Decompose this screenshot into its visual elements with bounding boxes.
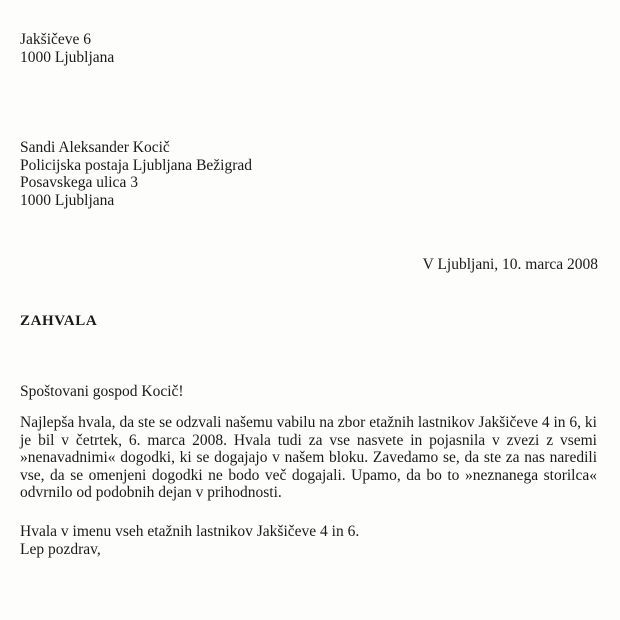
body-line: vse, da se omenjeni dogodki ne bodo več dogajali. Upamo, da bo to »neznanega storilca«: [20, 466, 597, 484]
body-line: odvrnilo od podobnih dejan v prihodnosti.: [20, 484, 282, 501]
sender-city: 1000 Ljubljana: [20, 48, 115, 66]
recipient-city: 1000 Ljubljana: [20, 191, 115, 209]
recipient-organization: Policijska postaja Ljubljana Bežigrad: [20, 156, 253, 174]
letter-body: [20, 414, 597, 502]
sender-street: Jakšičeve 6: [20, 31, 92, 48]
recipient-address: [20, 139, 252, 209]
salutation: Spoštovani gospod Kocič!: [20, 383, 184, 400]
body-line: Najlepša hvala, da ste se odzvali našemu vabilu na zbor etažnih lastnikov Jakšičeve 4 in 6, ki: [20, 414, 597, 431]
closing-regards: Lep pozdrav,: [20, 540, 101, 558]
recipient-street: Posavskega ulica 3: [20, 174, 138, 191]
letter-title: ZAHVALA: [20, 313, 98, 329]
recipient-name: Sandi Aleksander Kocič: [20, 139, 170, 156]
closing-thanks: Hvala v imenu vseh etažnih lastnikov Jakšičeve 4 in 6.: [20, 523, 360, 540]
letter-closing: [20, 523, 359, 558]
body-line: je bil v četrtek, 6. marca 2008. Hvala tudi za vse nasvete in pojasnila v zvezi z vsemi: [20, 431, 597, 449]
body-line: »nenavadnimi« dogodki, ki se dogajajo v našem bloku. Zavedamo se, da ste za nas naredili: [20, 449, 597, 466]
date-line: V Ljubljani, 10. marca 2008: [422, 256, 598, 273]
sender-address: [20, 31, 114, 66]
